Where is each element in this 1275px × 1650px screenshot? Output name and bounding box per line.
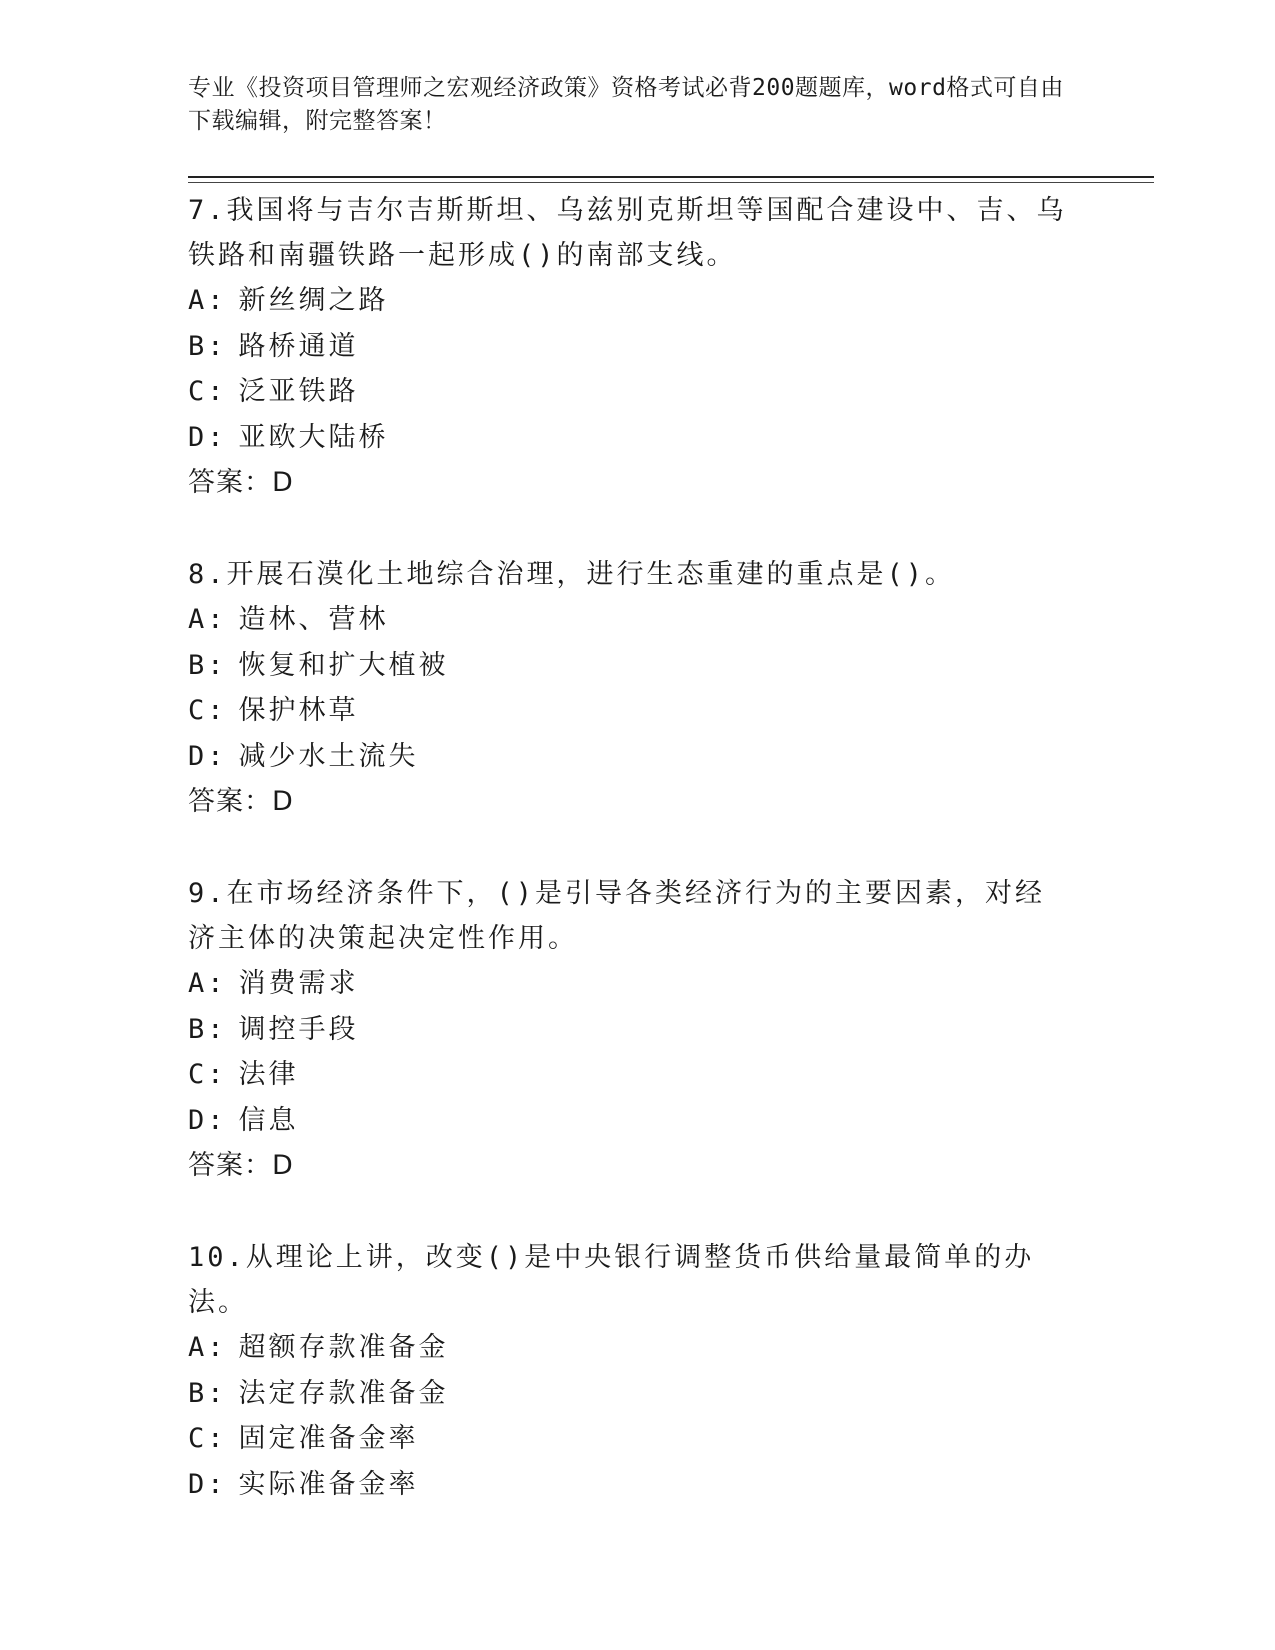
option-d	[188, 734, 1068, 780]
option-key: D:	[188, 1468, 227, 1500]
option-key: B:	[188, 330, 227, 362]
question-stem: 7.我国将与吉尔吉斯斯坦、乌兹别克斯坦等国配合建设中、吉、乌铁路和南疆铁路一起形成()的南部支线。	[188, 195, 1067, 271]
option-c	[188, 1052, 1068, 1098]
option-c	[188, 369, 1068, 415]
header-divider-thick	[188, 176, 1154, 178]
option-text: 造林、营林	[238, 604, 389, 635]
option-text: 法律	[238, 1059, 299, 1090]
option-text: 泛亚铁路	[238, 376, 359, 407]
option-d	[188, 415, 1068, 461]
option-b	[188, 1371, 1068, 1417]
option-key: B:	[188, 649, 227, 681]
option-key: D:	[188, 740, 227, 772]
option-a	[188, 1325, 1068, 1371]
question-8	[188, 552, 1068, 824]
option-key: C:	[188, 376, 227, 407]
question-spacer	[188, 824, 1068, 871]
document-intro: 专业《投资项目管理师之宏观经济政策》资格考试必背200题题库，word格式可自由下载编辑，附完整答案！	[188, 75, 1064, 134]
option-text: 新丝绸之路	[238, 285, 389, 316]
option-key: A:	[188, 604, 227, 635]
question-stem: 10.从理论上讲，改变()是中央银行调整货币供给量最简单的办法。	[188, 1242, 1035, 1318]
question-9	[188, 871, 1068, 1188]
option-text: 调控手段	[238, 1013, 359, 1045]
question-spacer	[188, 1188, 1068, 1235]
option-key: C:	[188, 695, 227, 726]
option-a	[188, 278, 1068, 324]
option-d	[188, 1462, 1068, 1508]
answer-line: 答案：D	[188, 1150, 294, 1181]
option-key: A:	[188, 1332, 227, 1363]
header-divider-thin	[188, 182, 1154, 183]
option-text: 实际准备金率	[238, 1468, 419, 1500]
answer-line: 答案：D	[188, 786, 294, 817]
option-key: C:	[188, 1059, 227, 1090]
option-text: 保护林草	[238, 695, 359, 726]
option-key: B:	[188, 1013, 227, 1045]
option-b	[188, 643, 1068, 689]
answer-line: 答案：D	[188, 467, 294, 498]
option-a	[188, 961, 1068, 1007]
option-key: A:	[188, 285, 227, 316]
option-key: B:	[188, 1377, 227, 1409]
option-c	[188, 1416, 1068, 1462]
option-a	[188, 597, 1068, 643]
option-text: 信息	[238, 1104, 299, 1136]
question-stem: 8.开展石漠化土地综合治理，进行生态重建的重点是()。	[188, 559, 956, 590]
option-c	[188, 688, 1068, 734]
option-b	[188, 1007, 1068, 1053]
option-key: A:	[188, 968, 227, 999]
option-text: 法定存款准备金	[238, 1377, 449, 1409]
option-key: C:	[188, 1423, 227, 1454]
question-7	[188, 188, 1068, 505]
question-stem: 9.在市场经济条件下，()是引导各类经济行为的主要因素，对经济主体的决策起决定性作用。	[188, 878, 1046, 954]
option-text: 恢复和扩大植被	[238, 649, 449, 681]
option-key: D:	[188, 421, 227, 453]
option-text: 消费需求	[238, 968, 359, 999]
question-10	[188, 1235, 1068, 1507]
option-text: 亚欧大陆桥	[238, 421, 389, 453]
option-text: 减少水土流失	[238, 740, 419, 772]
option-key: D:	[188, 1104, 227, 1136]
option-text: 超额存款准备金	[238, 1332, 449, 1363]
question-spacer	[188, 505, 1068, 552]
question-list	[188, 188, 1068, 1507]
option-text: 路桥通道	[238, 330, 359, 362]
option-d	[188, 1098, 1068, 1144]
option-text: 固定准备金率	[238, 1423, 419, 1454]
option-b	[188, 324, 1068, 370]
